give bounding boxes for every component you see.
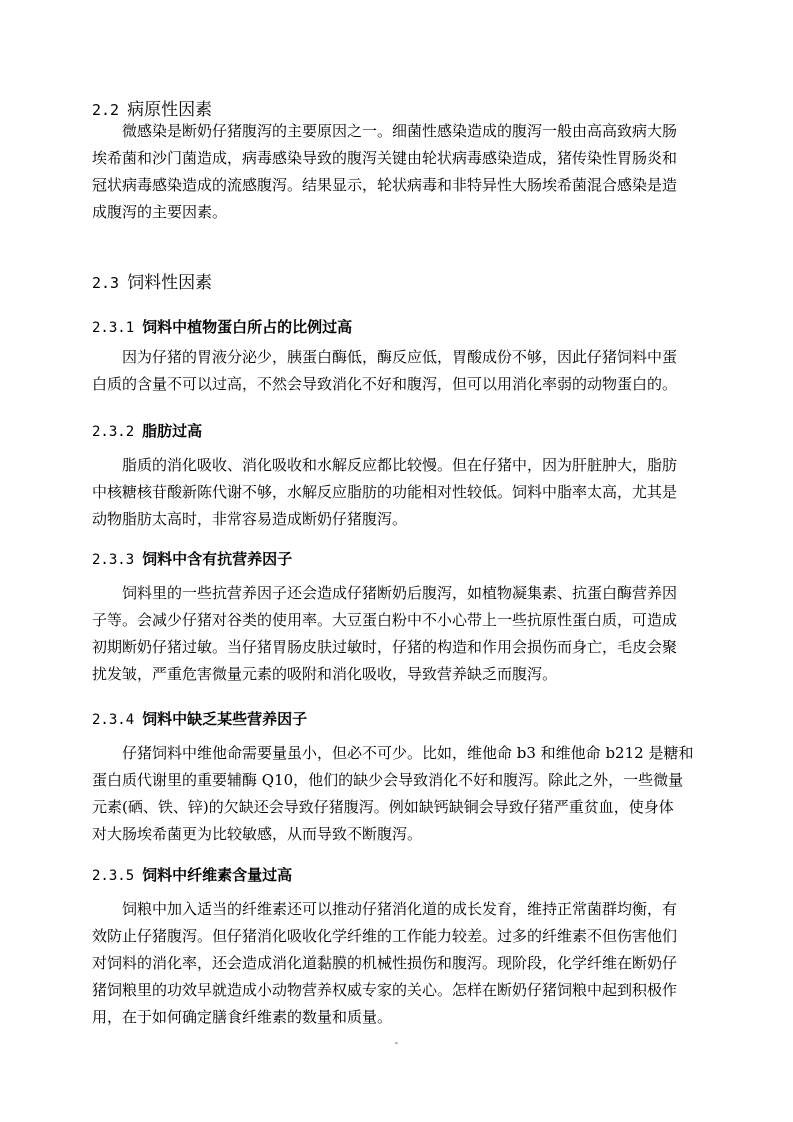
paragraph-line: 扰发皱，严重危害微量元素的吸附和消化吸收，导致营养缺乏而腹泻。	[92, 665, 558, 683]
paragraph-line: 饲粮中加入适当的纤维素还可以推动仔猪消化道的成长发育，维持正常菌群均衡，有	[122, 900, 678, 918]
section-number: 2.3	[92, 274, 120, 292]
subsection-title: 饲料中植物蛋白所占的比例过高	[142, 318, 353, 336]
subsection-heading-2-3-3	[92, 548, 292, 571]
paragraph-line: 猪饲粮里的功效早就造成小动物营养权威专家的关心。怎样在断奶仔猪饲粮中起到积极作	[92, 981, 678, 999]
paragraph-line: 元素(硒、铁、锌)的欠缺还会导致仔猪腹泻。例如缺钙缺铜会导致仔猪严重贫血，使身体	[92, 798, 674, 816]
paragraph-2-3-5	[92, 896, 722, 1031]
section-title: 病原性因素	[127, 100, 213, 120]
subsection-heading-2-3-4	[92, 708, 307, 731]
subsection-title: 饲料中缺乏某些营养因子	[142, 710, 308, 728]
section-title: 饲料性因素	[127, 273, 213, 293]
subsection-heading-2-3-5	[92, 864, 292, 887]
subsection-title: 脂肪过高	[142, 422, 203, 440]
paragraph-2-3-1	[92, 344, 722, 398]
paragraph-line: 中核糖核苷酸新陈代谢不够，水解反应脂肪的功能相对性较低。饲料中脂率太高，尤其是	[92, 483, 678, 501]
subsection-title: 饲料中纤维素含量过高	[142, 866, 293, 884]
paragraph-2-3-4	[92, 740, 722, 848]
paragraph-line: 埃希菌和沙门菌造成，病毒感染导致的腹泻关键由轮状病毒感染造成，猪传染性胃肠炎和	[92, 149, 678, 167]
paragraph-line: 初期断奶仔猪过敏。当仔猪胃肠皮肤过敏时，仔猪的构造和作用会损伤而身亡，毛皮会聚	[92, 638, 678, 656]
paragraph-line: 蛋白质代谢里的重要辅酶 Q10，他们的缺少会导致消化不好和腹泻。除此之外，一些微量	[92, 771, 684, 789]
paragraph-line: 效防止仔猪腹泻。但仔猪消化吸收化学纤维的工作能力较差。过多的纤维素不但伤害他们	[92, 927, 678, 945]
subsection-number: 2.3.5	[92, 868, 135, 884]
paragraph-line: 对饲料的消化率，还会造成消化道黏膜的机械性损伤和腹泻。现阶段，化学纤维在断奶仔	[92, 954, 678, 972]
subsection-heading-2-3-1	[92, 316, 352, 339]
subsection-number: 2.3.3	[92, 552, 135, 568]
subsection-number: 2.3.2	[92, 424, 135, 440]
paragraph-line: 微感染是断奶仔猪腹泻的主要原因之一。细菌性感染造成的腹泻一般由高高致病大肠	[122, 122, 678, 140]
paragraph-line: 白质的含量不可以过高，不然会导致消化不好和腹泻，但可以用消化率弱的动物蛋白的。	[92, 375, 678, 393]
paragraph-line: 对大肠埃希菌更为比较敏感，从而导致不断腹泻。	[92, 825, 423, 843]
paragraph-line: 用，在于如何确定膳食纤维素的数量和质量。	[92, 1008, 393, 1026]
subsection-number: 2.3.1	[92, 320, 135, 336]
paragraph-line: 脂质的消化吸收、消化吸收和水解反应都比较慢。但在仔猪中，因为肝脏肿大，脂肪	[122, 456, 678, 474]
paragraph-2-2	[92, 118, 722, 226]
paragraph-2-3-3	[92, 580, 722, 688]
paragraph-line: 成腹泻的主要因素。	[92, 203, 228, 221]
paragraph-line: 子等。会减少仔猪对谷类的使用率。大豆蛋白粉中不小心带上一些抗原性蛋白质，可造成	[92, 611, 678, 629]
subsection-heading-2-3-2	[92, 420, 202, 443]
subsection-number: 2.3.4	[92, 712, 135, 728]
page-footer-mark: -	[394, 1036, 399, 1049]
paragraph-line: 冠状病毒感染造成的流感腹泻。结果显示，轮状病毒和非特异性大肠埃希菌混合感染是造	[92, 176, 678, 194]
paragraph-line: 因为仔猪的胃液分泌少，胰蛋白酶低，酶反应低，胃酸成份不够，因此仔猪饲料中蛋	[122, 348, 678, 366]
subsection-title: 饲料中含有抗营养因子	[142, 550, 293, 568]
section-heading-2-3	[92, 271, 212, 295]
paragraph-line: 动物脂肪太高时，非常容易造成断奶仔猪腹泻。	[92, 510, 408, 528]
section-number: 2.2	[92, 101, 120, 119]
paragraph-line: 仔猪饲料中维他命需要量虽小，但必不可少。比如，维他命 b3 和维他命 b212 是糖和	[122, 744, 694, 762]
paragraph-line: 饲料里的一些抗营养因子还会造成仔猪断奶后腹泻，如植物凝集素、抗蛋白酶营养因	[122, 584, 678, 602]
paragraph-2-3-2	[92, 452, 722, 533]
